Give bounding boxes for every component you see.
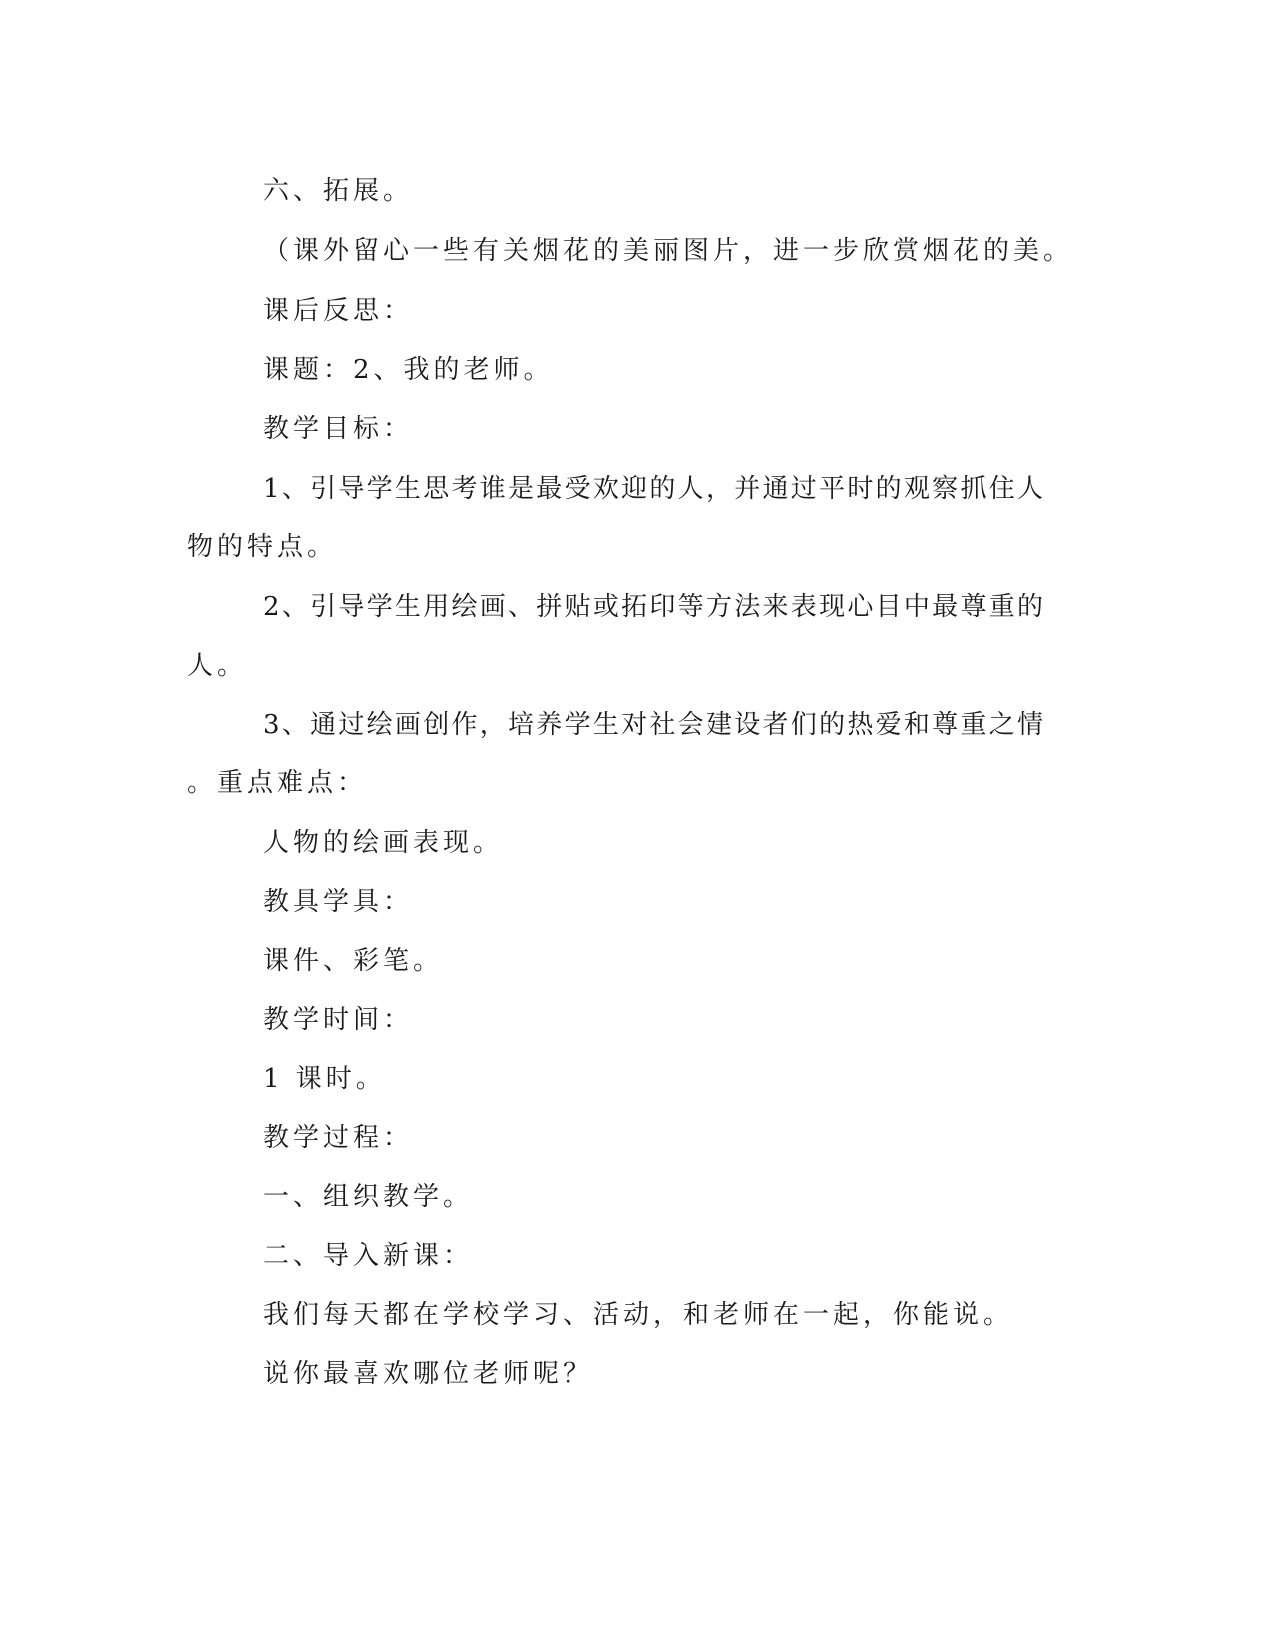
paragraph: 一、组织教学。 [263,1182,474,1212]
heading-teaching-time: 教学时间： [263,1005,414,1035]
paragraph: 1 课时。 [263,1064,386,1094]
objective-1-line-2: 物的特点。 [187,532,338,562]
objective-2-line-1: 2、引导学生用绘画、拼贴或拓印等方法来表现心目中最尊重的 [263,592,1043,622]
objective-3-line-1: 3、通过绘画创作，培养学生对社会建设者们的热爱和尊重之情 [263,710,1043,740]
section-heading-extension: 六、拓展。 [263,176,414,206]
paragraph: 我们每天都在学校学习、活动，和老师在一起，你能说。 [263,1300,1014,1330]
paragraph: 课件、彩笔。 [263,946,444,976]
heading-teaching-aids: 教具学具： [263,887,414,917]
objective-2-line-2: 人。 [187,651,248,681]
lesson-title: 课题：2、我的老师。 [263,355,554,385]
heading-objectives: 教学目标： [263,414,414,444]
paragraph: 人物的绘画表现。 [263,828,504,858]
paragraph: （课外留心一些有关烟花的美丽图片，进一步欣赏烟花的美。 [263,236,1074,266]
paragraph: 二、导入新课： [263,1241,474,1271]
heading-teaching-process: 教学过程： [263,1123,414,1153]
objective-1-line-1: 1、引导学生思考谁是最受欢迎的人，并通过平时的观察抓住人 [263,474,1043,504]
objective-3-line-2: 。重点难点： [187,768,368,798]
paragraph: 说你最喜欢哪位老师呢？ [263,1359,594,1389]
heading-reflection: 课后反思： [263,296,414,326]
